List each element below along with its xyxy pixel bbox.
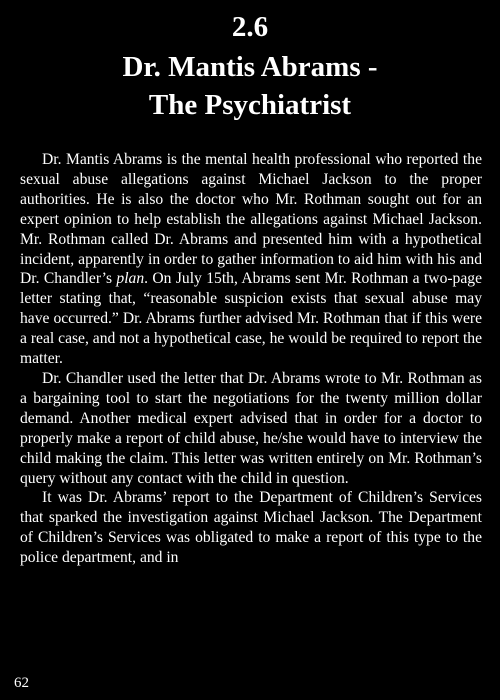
paragraph-1: [20, 150, 482, 369]
body-text: [20, 150, 482, 568]
chapter-title-line-1: Dr. Mantis Abrams -: [122, 51, 378, 83]
page-number: 62: [14, 675, 29, 691]
paragraph-3: It was Dr. Abrams’ report to the Department of Children’s Services that sparked the investigation against Michael Jackson. The Department of Children’s Services was obligated to make a report of this type to the police department, and in: [20, 489, 482, 567]
paragraph-1-text-b: . On July 15th, Abrams sent Mr. Rothman a two-page letter stating that, “reasonable suspicion exists that sexual abuse may have occurred.” Dr. Abrams further advised Mr. Rothman that if this were a real case, and not a hypothetical case, he would be required to report the matter.: [20, 270, 482, 368]
paragraph-2: Dr. Chandler used the letter that Dr. Abrams wrote to Mr. Rothman as a bargaining tool to start the negotiations for the twenty million dollar demand. Another medical expert advised that in order for a doctor to properly make a report of child abuse, he/she would have to interview the child making the claim. This letter was written entirely on Mr. Rothman’s query without any contact with the child in question.: [20, 369, 482, 487]
paragraph-1-text-a: Dr. Mantis Abrams is the mental health professional who reported the sexual abuse allegations against Michael Jackson to the proper authorities. He is also the doctor who Mr. Rothman sought out for an expert opinion to help establish the allegations against Michael Jackson. Mr. Rothman called Dr. Abrams and presented him with a hypothetical incident, apparently in order to gather information to aid him with his and Dr. Chandler’s: [20, 151, 482, 288]
italic-word-plan: plan: [116, 270, 145, 288]
chapter-title-line-2: The Psychiatrist: [148, 89, 352, 121]
chapter-number: 2.6: [231, 11, 269, 43]
